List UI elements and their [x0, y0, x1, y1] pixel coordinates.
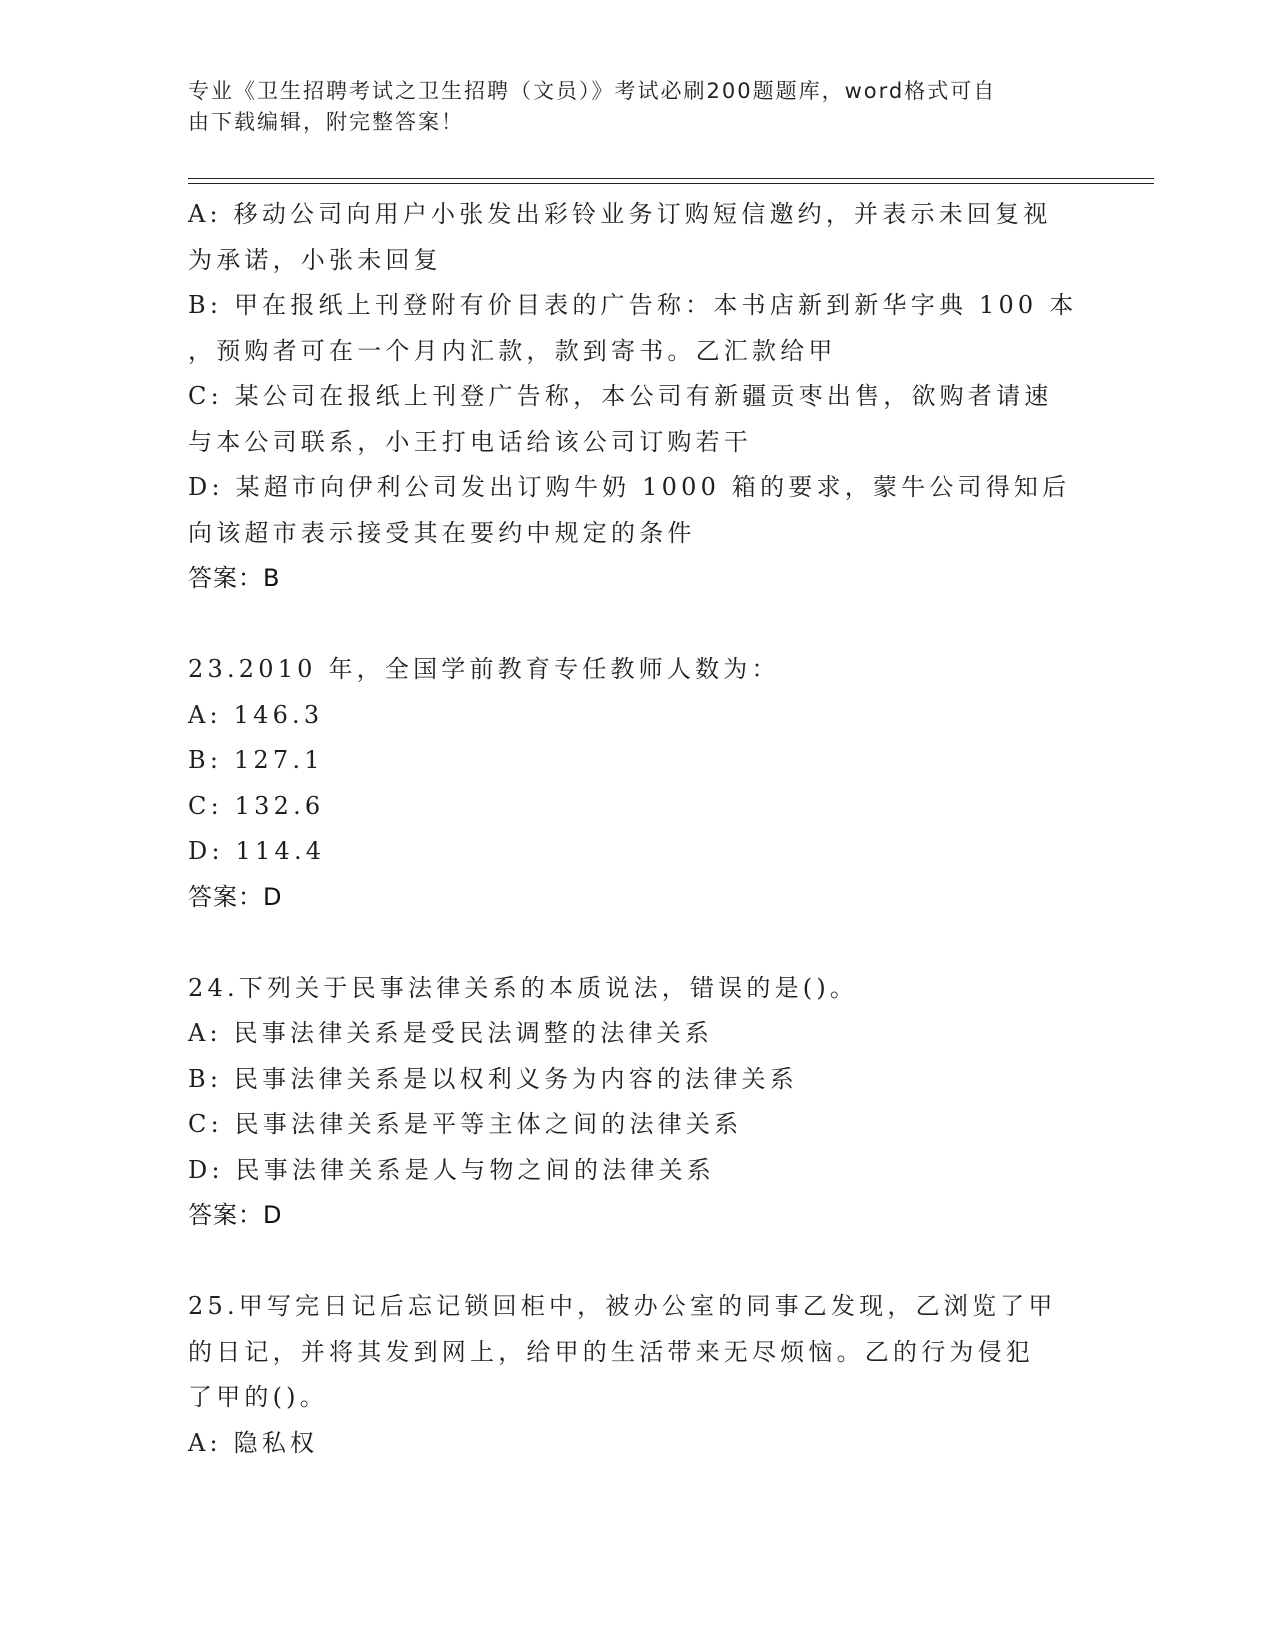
q22-option-c-line2: 与本公司联系，小王打电话给该公司订购若干	[188, 427, 752, 456]
q24-stem: 24.下列关于民事法律关系的本质说法，错误的是()。	[188, 973, 859, 1002]
q22-option-a-line1: A: 移动公司向用户小张发出彩铃业务订购短信邀约，并表示未回复视	[188, 200, 1052, 228]
q24-option-a: A: 民事法律关系是受民法调整的法律关系	[188, 1019, 714, 1047]
q23-stem: 23.2010 年，全国学前教育专任教师人数为：	[188, 655, 780, 683]
q22-answer: 答案：B	[188, 564, 281, 592]
spacer	[188, 1239, 1088, 1285]
header-line-1: 专业《卫生招聘考试之卫生招聘（文员）》考试必刷200题题库，word格式可自	[188, 79, 997, 103]
q23-option-c: C: 132.6	[188, 791, 325, 820]
spacer	[188, 602, 1088, 648]
q23-option-d: D: 114.4	[188, 837, 326, 865]
q23-option-a: A: 146.3	[188, 700, 324, 729]
question-22-block	[188, 192, 1088, 602]
q22-option-d-line1: D: 某超市向伊利公司发出订购牛奶 1000 箱的要求，蒙牛公司得知后	[188, 473, 1071, 501]
header-line-2: 由下载编辑，附完整答案！	[188, 110, 464, 134]
header-divider-bottom	[188, 183, 1154, 184]
q22-option-b-line1: B: 甲在报纸上刊登附有价目表的广告称：本书店新到新华字典 100 本	[188, 291, 1078, 319]
q23-answer: 答案：D	[188, 882, 283, 911]
q22-option-b-line2: ，预购者可在一个月内汇款，款到寄书。乙汇款给甲	[188, 336, 837, 365]
question-content	[188, 192, 1088, 1466]
q22-option-c-line1: C: 某公司在报纸上刊登广告称，本公司有新疆贡枣出售，欲购者请速	[188, 382, 1053, 410]
q24-option-b: B: 民事法律关系是以权利义务为内容的法律关系	[188, 1064, 798, 1093]
header-divider-top	[188, 178, 1154, 179]
q25-option-a: A: 隐私权	[188, 1428, 319, 1457]
q22-option-a-line2: 为承诺，小张未回复	[188, 245, 442, 274]
q25-stem-line3: 了甲的()。	[188, 1383, 328, 1411]
q24-option-c: C: 民事法律关系是平等主体之间的法律关系	[188, 1110, 743, 1138]
q22-option-d-line2: 向该超市表示接受其在要约中规定的条件	[188, 518, 696, 547]
question-24-block	[188, 966, 1088, 1239]
q24-answer: 答案：D	[188, 1201, 283, 1229]
q24-option-d: D: 民事法律关系是人与物之间的法律关系	[188, 1155, 715, 1184]
q23-option-b: B: 127.1	[188, 746, 324, 774]
spacer	[188, 920, 1088, 966]
q25-stem-line2: 的日记，并将其发到网上，给甲的生活带来无尽烦恼。乙的行为侵犯	[188, 1337, 1034, 1366]
document-header	[188, 76, 1088, 138]
q25-stem-line1: 25.甲写完日记后忘记锁回柜中，被办公室的同事乙发现，乙浏览了甲	[188, 1292, 1057, 1320]
question-23-block	[188, 647, 1088, 920]
question-25-block	[188, 1284, 1088, 1466]
